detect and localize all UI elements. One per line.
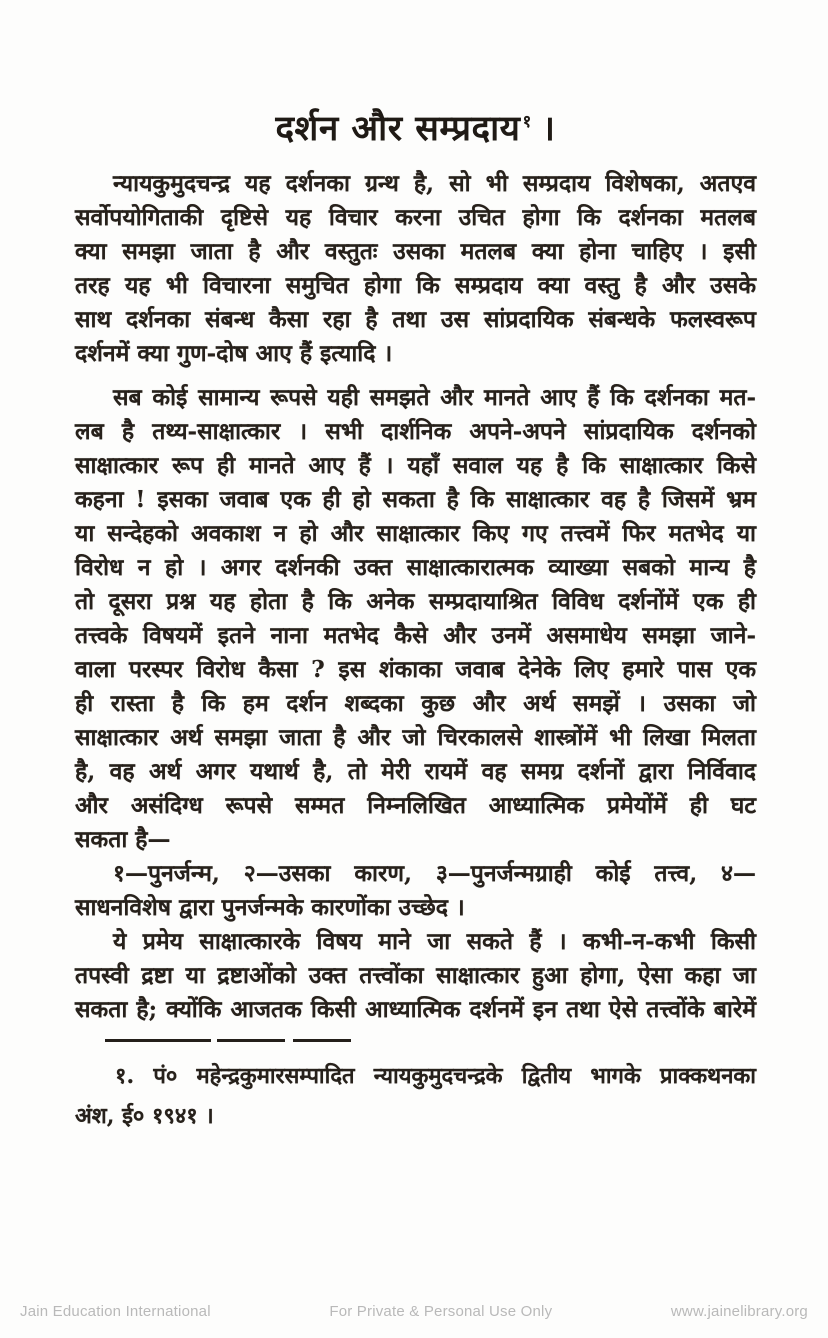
paragraph-2 [75, 381, 756, 857]
footnote [75, 1056, 756, 1136]
text-line: न्यायकुमुदचन्द्र यह दर्शनका ग्रन्थ है, सो भी सम्प्रदाय विशेषका, अतएव [113, 170, 756, 197]
text-line: ही रास्ता है कि हम दर्शन शब्दका कुछ और अर्थ समझें । उसका जो [75, 690, 756, 717]
text-line: या सन्देहको अवकाश न हो और साक्षात्कार किए गए तत्त्वमें फिर मतभेद या [75, 520, 756, 547]
title-text: दर्शन और सम्प्रदाय [275, 108, 521, 149]
text-line: साधनविशेष द्वारा पुनर्जन्मके कारणोंका उच्छेद । [75, 894, 465, 921]
text-line: १—पुनर्जन्म, २—उसका कारण, ३—पुनर्जन्मग्राही कोई तत्त्व, ४— [113, 860, 756, 887]
text-line: लब है तथ्य-साक्षात्कार । सभी दार्शनिक अपने-अपने सांप्रदायिक दर्शनको [75, 418, 756, 445]
footer-center-text: For Private & Personal Use Only [329, 1303, 553, 1320]
text-line: साक्षात्कार अर्थ समझा जाता है और जो चिरकालसे शास्त्रोंमें भी लिखा मिलता [75, 724, 756, 751]
footnote-line: अंश, ई० १९४१ । [75, 1103, 214, 1129]
paragraph-3 [75, 925, 756, 1027]
paragraph-1 [75, 167, 756, 371]
title-footnote-marker: १ [522, 112, 532, 133]
text-line: तत्त्वके विषयमें इतने नाना मतभेद कैसे और उनमें असमाधेय समझा जाने- [75, 622, 756, 649]
text-line: और असंदिग्ध रूपसे सम्मत निम्नलिखित आध्यात्मिक प्रमेयोंमें ही घट [75, 792, 756, 819]
text-line: ये प्रमेय साक्षात्कारके विषय माने जा सकते हैं । कभी-न-कभी किसी [113, 928, 756, 955]
text-line: साक्षात्कार रूप ही मानते आए हैं । यहाँ सवाल यह है कि साक्षात्कार किसे [75, 452, 756, 479]
text-line: तो दूसरा प्रश्न यह होता है कि अनेक सम्प्रदायाश्रित विविध दर्शनोंमें एक ही [75, 588, 756, 615]
text-line: तरह यह भी विचारना समुचित होगा कि सम्प्रदाय क्या वस्तु है और उसके [75, 272, 756, 299]
scan-footer [0, 1303, 828, 1320]
footer-left-text: Jain Education International [20, 1303, 211, 1320]
text-line: साथ दर्शनका संबन्ध कैसा रहा है तथा उस सांप्रदायिक संबन्धके फलस्वरूप [75, 306, 756, 333]
text-line: सकता है; क्योंकि आजतक किसी आध्यात्मिक दर्शनमें इन तथा ऐसे तत्त्वोंके बारेमें [75, 996, 756, 1023]
text-line: कहना ! इसका जवाब एक ही हो सकता है कि साक्षात्कार वह है जिसमें भ्रम [75, 486, 756, 513]
body-text [75, 167, 756, 1027]
text-line: सब कोई सामान्य रूपसे यही समझते और मानते आए हैं कि दर्शनका मत- [113, 384, 756, 411]
text-line: है, वह अर्थ अगर यथार्थ है, तो मेरी रायमें वह समग्र दर्शनों द्वारा निर्विवाद [75, 758, 756, 785]
text-line: सकता है— [75, 826, 171, 853]
footnote-line: १. पं० महेन्द्रकुमारसम्पादित न्यायकुमुदचन्द्रके द्वितीय भागके प्राक्कथनका [115, 1063, 756, 1089]
text-line: वाला परस्पर विरोध कैसा ? इस शंकाका जवाब देनेके लिए हमारे पास एक [75, 656, 756, 683]
title-danda: । [541, 108, 556, 149]
text-line: सर्वोपयोगिताकी दृष्टिसे यह विचार करना उचित होगा कि दर्शनका मतलब [75, 204, 756, 231]
numbered-points [75, 857, 756, 925]
text-line: क्या समझा जाता है और वस्तुतः उसका मतलब क्या होना चाहिए । इसी [75, 238, 756, 265]
text-line: तपस्वी द्रष्टा या द्रष्टाओंको उक्त तत्त्वोंका साक्षात्कार हुआ होगा, ऐसा कहा जा [75, 962, 756, 989]
footer-right-text: www.jainelibrary.org [670, 1303, 808, 1320]
text-line: विरोध न हो । अगर दर्शनकी उक्त साक्षात्कारात्मक व्याख्या सबको मान्य है [75, 554, 756, 581]
page-content [75, 0, 756, 1136]
footnote-separator-rule [105, 1039, 351, 1042]
text-line: दर्शनमें क्या गुण-दोष आए हैं इत्यादि । [75, 340, 393, 367]
page-title [75, 0, 756, 151]
